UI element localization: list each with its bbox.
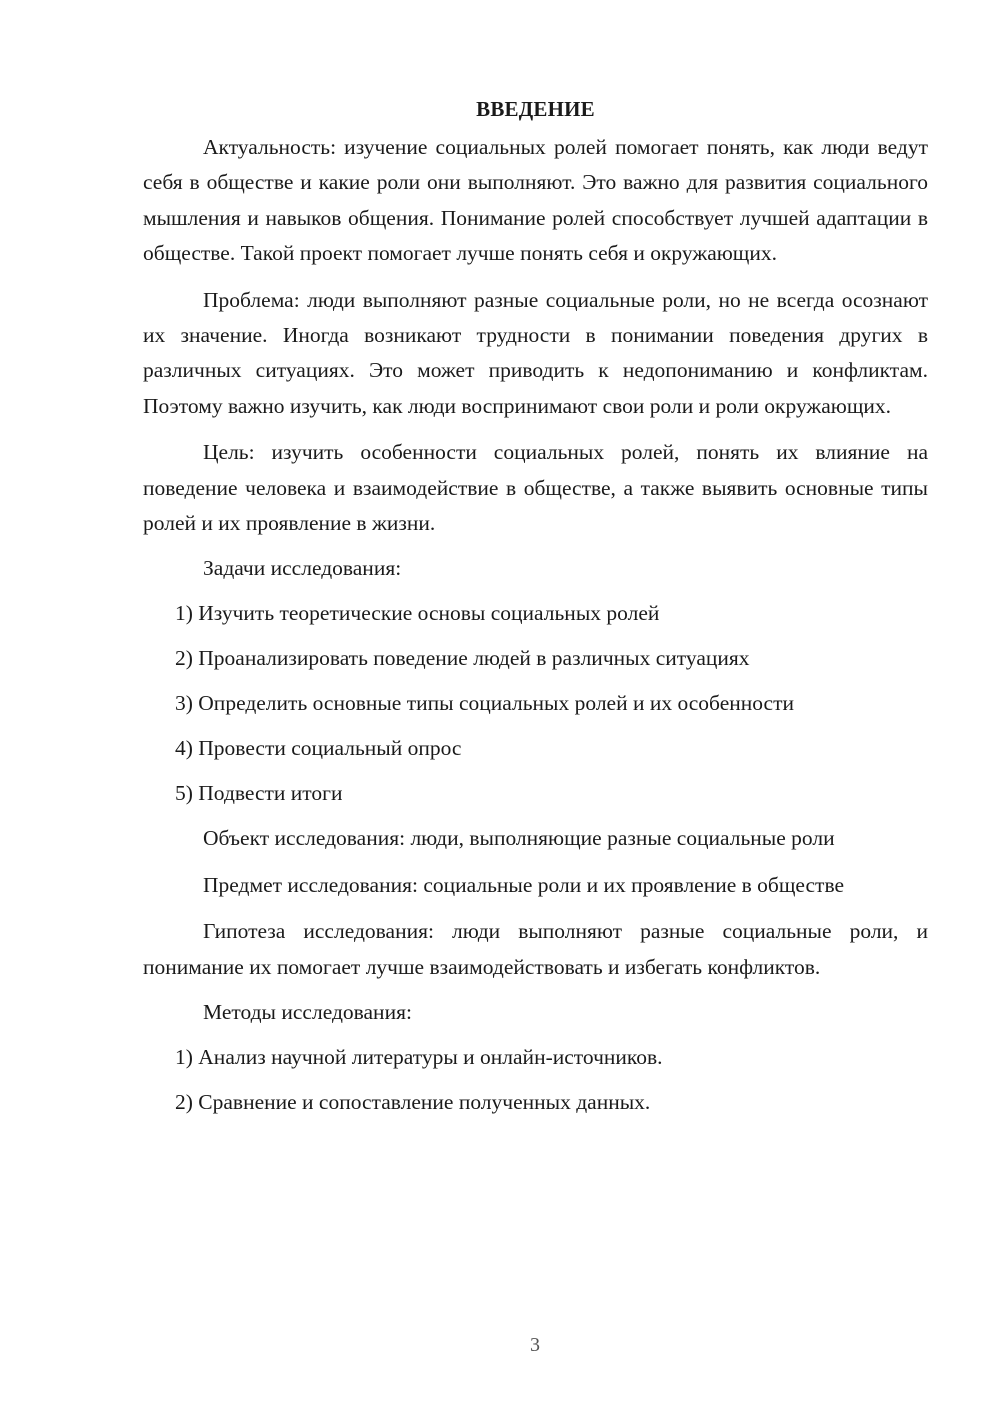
document-page bbox=[143, 92, 928, 1120]
methods-list bbox=[143, 1040, 928, 1120]
list-item: 1) Анализ научной литературы и онлайн-источников. bbox=[175, 1045, 663, 1070]
list-item: 3) Определить основные типы социальных ролей и их особенности bbox=[175, 691, 794, 716]
subject-paragraph: Предмет исследования: социальные роли и их проявление в обществе bbox=[203, 872, 845, 897]
list-item: 2) Проанализировать поведение людей в различных ситуациях bbox=[175, 646, 750, 671]
tasks-label: Задачи исследования: bbox=[203, 556, 402, 581]
page-number: 3 bbox=[530, 1334, 540, 1356]
problem-paragraph: Проблема: люди выполняют разные социальные роли, но не всегда осознают их значение. Иногда возникают трудности в понимании поведения других в различных ситуациях. Это может приводить к недопониманию и конфликтам. Поэтому важно изучить, как люди воспринимают свои роли и роли окружающих. bbox=[143, 287, 928, 418]
methods-label: Методы исследования: bbox=[203, 1000, 412, 1025]
relevance-paragraph: Актуальность: изучение социальных ролей помогает понять, как люди ведут себя в обществе и какие роли они выполняют. Это важно для развития социального мышления и навыков общения. Понимание ролей способствует лучшей адаптации в обществе. Такой проект помогает лучше понять себя и окружающих. bbox=[143, 135, 928, 266]
tasks-list bbox=[143, 596, 928, 811]
list-item: 4) Провести социальный опрос bbox=[175, 736, 462, 761]
hypothesis-paragraph: Гипотеза исследования: люди выполняют разные социальные роли, и понимание их помогает лучше взаимодействовать и избегать конфликтов. bbox=[143, 919, 928, 979]
goal-paragraph: Цель: изучить особенности социальных ролей, понять их влияние на поведение человека и взаимодействие в обществе, а также выявить основные типы ролей и их проявление в жизни. bbox=[143, 440, 928, 536]
list-item: 1) Изучить теоретические основы социальных ролей bbox=[175, 601, 660, 626]
list-item: 2) Сравнение и сопоставление полученных данных. bbox=[175, 1090, 651, 1115]
object-paragraph: Объект исследования: люди, выполняющие разные социальные роли bbox=[203, 826, 835, 851]
page-title: ВВЕДЕНИЕ bbox=[476, 97, 595, 121]
list-item: 5) Подвести итоги bbox=[175, 781, 343, 806]
